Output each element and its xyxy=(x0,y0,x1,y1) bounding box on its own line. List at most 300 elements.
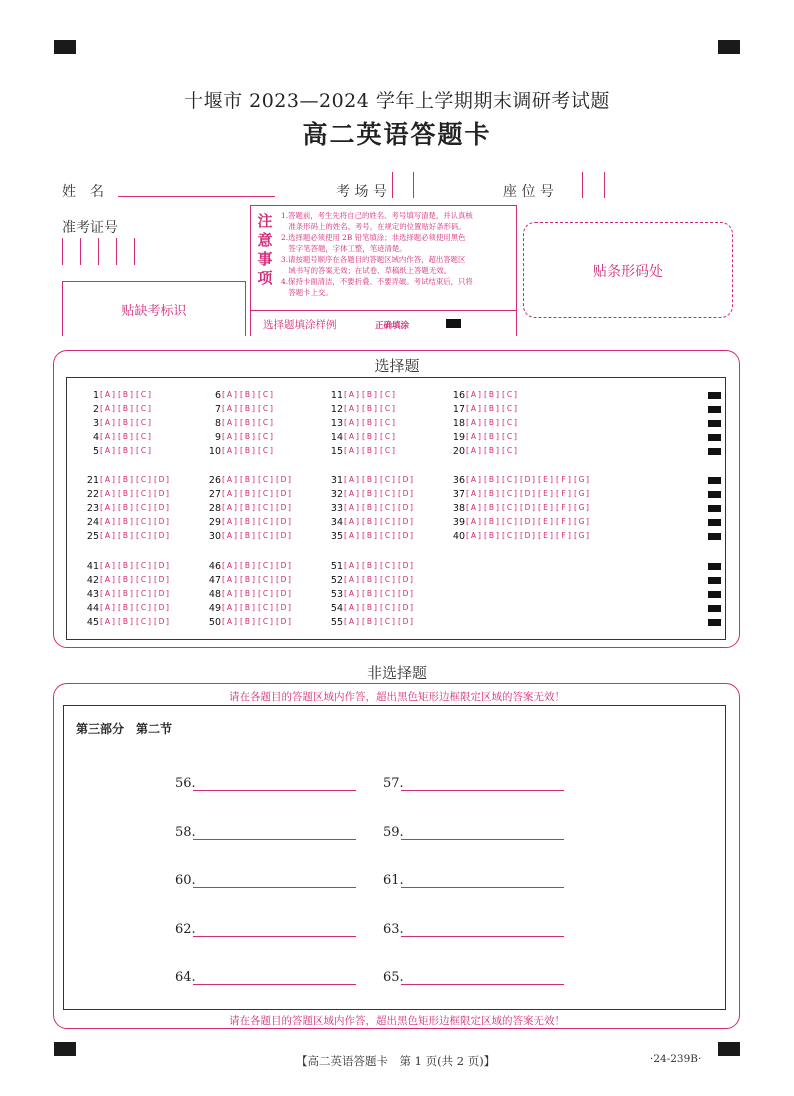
option-bubble[interactable]: [ D ] xyxy=(155,617,168,626)
option-bubble[interactable]: [ A ] xyxy=(467,475,480,484)
option-bubble[interactable]: [ A ] xyxy=(345,517,358,526)
option-bubble[interactable]: [ A ] xyxy=(223,390,236,399)
option-bubble[interactable]: [ C ] xyxy=(259,432,272,441)
question-21 xyxy=(84,475,173,487)
answer-blank[interactable] xyxy=(401,936,564,937)
option-bubble[interactable]: [ C ] xyxy=(503,517,516,526)
question-number: 37 xyxy=(452,489,465,500)
question-number: 47 xyxy=(208,575,221,586)
question-number: 35 xyxy=(330,531,343,542)
option-bubble[interactable]: [ C ] xyxy=(381,589,394,598)
question-5 xyxy=(84,446,155,458)
option-bubble[interactable]: [ A ] xyxy=(101,603,114,612)
option-bubble[interactable]: [ B ] xyxy=(363,390,376,399)
option-bubble[interactable]: [ D ] xyxy=(277,575,290,584)
option-bubble[interactable]: [ B ] xyxy=(241,603,254,612)
barcode-label: 贴条形码处 xyxy=(593,264,663,280)
option-bubble[interactable]: [ D ] xyxy=(399,489,412,498)
option-bubble[interactable]: [ D ] xyxy=(521,517,534,526)
option-bubble[interactable]: [ D ] xyxy=(155,561,168,570)
question-17 xyxy=(450,404,521,416)
option-bubble[interactable]: [ C ] xyxy=(137,517,150,526)
option-bubble[interactable]: [ D ] xyxy=(399,531,412,540)
fill-sample-row xyxy=(251,310,516,337)
option-bubble[interactable]: [ B ] xyxy=(241,531,254,540)
option-bubble[interactable]: [ B ] xyxy=(241,390,254,399)
option-bubble[interactable]: [ C ] xyxy=(381,432,394,441)
option-bubble[interactable]: [ B ] xyxy=(485,404,498,413)
option-bubble[interactable]: [ A ] xyxy=(467,432,480,441)
option-bubble[interactable]: [ B ] xyxy=(485,503,498,512)
question-number: 30 xyxy=(208,531,221,542)
question-number: 18 xyxy=(452,418,465,429)
option-bubble[interactable]: [ D ] xyxy=(155,575,168,584)
option-bubble[interactable]: [ D ] xyxy=(399,503,412,512)
option-bubble[interactable]: [ C ] xyxy=(381,446,394,455)
name-field[interactable] xyxy=(118,196,275,197)
option-bubble[interactable]: [ G ] xyxy=(575,531,588,540)
option-bubble[interactable]: [ C ] xyxy=(259,575,272,584)
option-bubble[interactable]: [ A ] xyxy=(101,446,114,455)
option-bubble[interactable]: [ A ] xyxy=(223,475,236,484)
option-bubble[interactable]: [ B ] xyxy=(241,517,254,526)
option-bubble[interactable]: [ C ] xyxy=(137,475,150,484)
blank-number: 60. xyxy=(175,873,196,888)
blank-number: 63. xyxy=(383,921,404,937)
option-bubble[interactable]: [ D ] xyxy=(399,589,412,598)
option-bubble[interactable]: [ A ] xyxy=(467,418,480,427)
option-bubble[interactable]: [ B ] xyxy=(119,603,132,612)
question-number: 46 xyxy=(208,561,221,572)
nonchoice-answer-area xyxy=(63,705,726,1010)
option-bubble[interactable]: [ B ] xyxy=(119,475,132,484)
option-bubble[interactable]: [ C ] xyxy=(503,432,516,441)
option-bubble[interactable]: [ B ] xyxy=(119,418,132,427)
option-bubble[interactable]: [ D ] xyxy=(155,475,168,484)
seat-label: 座 位 号 xyxy=(503,184,554,200)
option-bubble[interactable]: [ A ] xyxy=(223,517,236,526)
answer-blank[interactable] xyxy=(193,839,356,840)
question-number: 27 xyxy=(208,489,221,500)
option-bubble[interactable]: [ A ] xyxy=(345,475,358,484)
question-number: 49 xyxy=(208,603,221,614)
option-bubble[interactable]: [ C ] xyxy=(381,404,394,413)
question-41 xyxy=(84,561,173,573)
option-bubble[interactable]: [ A ] xyxy=(101,432,114,441)
option-bubble[interactable]: [ F ] xyxy=(557,517,570,526)
option-bubble[interactable]: [ A ] xyxy=(467,404,480,413)
option-bubble[interactable]: [ B ] xyxy=(485,446,498,455)
option-bubble[interactable]: [ A ] xyxy=(345,432,358,441)
exam-title: 十堰市 2023—2024 学年上学期期末调研考试题 xyxy=(184,90,610,112)
option-bubble[interactable]: [ A ] xyxy=(345,404,358,413)
option-bubble[interactable]: [ A ] xyxy=(345,561,358,570)
blank-number: 64. xyxy=(175,970,196,985)
option-bubble[interactable]: [ D ] xyxy=(277,531,290,540)
option-bubble[interactable]: [ D ] xyxy=(521,531,534,540)
option-bubble[interactable]: [ B ] xyxy=(485,390,498,399)
option-bubble[interactable]: [ D ] xyxy=(277,617,290,626)
answer-blank[interactable] xyxy=(401,887,564,888)
choice-section-title: 选择题 xyxy=(374,357,420,375)
option-bubble[interactable]: [ A ] xyxy=(223,561,236,570)
question-2 xyxy=(84,404,155,416)
option-bubble[interactable]: [ A ] xyxy=(101,589,114,598)
option-bubble[interactable]: [ B ] xyxy=(119,561,132,570)
option-bubble[interactable]: [ A ] xyxy=(345,531,358,540)
option-bubble[interactable]: [ G ] xyxy=(575,475,588,484)
option-bubble[interactable]: [ A ] xyxy=(345,390,358,399)
question-31 xyxy=(328,475,417,487)
option-bubble[interactable]: [ E ] xyxy=(539,475,552,484)
option-bubble[interactable]: [ B ] xyxy=(241,475,254,484)
option-bubble[interactable]: [ C ] xyxy=(259,561,272,570)
option-bubble[interactable]: [ C ] xyxy=(259,390,272,399)
question-number: 6 xyxy=(214,390,221,401)
option-bubble[interactable]: [ B ] xyxy=(241,418,254,427)
option-bubble[interactable]: [ C ] xyxy=(503,404,516,413)
option-bubble[interactable]: [ A ] xyxy=(467,517,480,526)
option-bubble[interactable]: [ D ] xyxy=(155,489,168,498)
option-bubble[interactable]: [ C ] xyxy=(259,446,272,455)
question-number: 52 xyxy=(330,575,343,586)
option-bubble[interactable]: [ D ] xyxy=(155,589,168,598)
option-bubble[interactable]: [ D ] xyxy=(277,503,290,512)
question-number: 3 xyxy=(92,418,99,429)
option-bubble[interactable]: [ B ] xyxy=(241,561,254,570)
option-bubble[interactable]: [ C ] xyxy=(137,617,150,626)
option-bubble[interactable]: [ B ] xyxy=(241,503,254,512)
option-bubble[interactable]: [ G ] xyxy=(575,489,588,498)
option-bubble[interactable]: [ C ] xyxy=(137,589,150,598)
option-bubble[interactable]: [ C ] xyxy=(381,475,394,484)
question-number: 55 xyxy=(330,617,343,628)
question-1 xyxy=(84,390,155,402)
question-number: 7 xyxy=(214,404,221,415)
option-bubble[interactable]: [ B ] xyxy=(119,432,132,441)
timing-mark xyxy=(708,477,721,484)
option-bubble[interactable]: [ B ] xyxy=(119,617,132,626)
option-bubble[interactable]: [ B ] xyxy=(363,446,376,455)
option-bubble[interactable]: [ B ] xyxy=(119,531,132,540)
option-bubble[interactable]: [ B ] xyxy=(363,418,376,427)
option-bubble[interactable]: [ C ] xyxy=(259,404,272,413)
question-39 xyxy=(450,517,593,529)
question-number: 40 xyxy=(452,531,465,542)
question-43 xyxy=(84,589,173,601)
option-bubble[interactable]: [ D ] xyxy=(277,475,290,484)
question-9 xyxy=(206,432,277,444)
option-bubble[interactable]: [ D ] xyxy=(277,603,290,612)
option-bubble[interactable]: [ C ] xyxy=(381,617,394,626)
option-bubble[interactable]: [ A ] xyxy=(101,475,114,484)
option-bubble[interactable]: [ A ] xyxy=(223,575,236,584)
option-bubble[interactable]: [ A ] xyxy=(101,489,114,498)
option-bubble[interactable]: [ B ] xyxy=(119,589,132,598)
correct-fill-label: 正确填涂 xyxy=(375,321,410,331)
option-bubble[interactable]: [ A ] xyxy=(223,603,236,612)
option-bubble[interactable]: [ B ] xyxy=(363,589,376,598)
option-bubble[interactable]: [ C ] xyxy=(503,390,516,399)
option-bubble[interactable]: [ C ] xyxy=(259,418,272,427)
option-bubble[interactable]: [ B ] xyxy=(119,489,132,498)
option-bubble[interactable]: [ A ] xyxy=(345,503,358,512)
option-bubble[interactable]: [ C ] xyxy=(381,489,394,498)
question-number: 45 xyxy=(86,617,99,628)
option-bubble[interactable]: [ B ] xyxy=(241,575,254,584)
option-bubble[interactable]: [ D ] xyxy=(399,561,412,570)
option-bubble[interactable]: [ D ] xyxy=(521,475,534,484)
registration-mark xyxy=(718,1042,740,1056)
option-bubble[interactable]: [ C ] xyxy=(503,489,516,498)
option-bubble[interactable]: [ C ] xyxy=(137,432,150,441)
option-bubble[interactable]: [ A ] xyxy=(101,531,114,540)
option-bubble[interactable]: [ C ] xyxy=(259,489,272,498)
option-bubble[interactable]: [ D ] xyxy=(399,517,412,526)
question-51 xyxy=(328,561,417,573)
option-bubble[interactable]: [ C ] xyxy=(137,503,150,512)
question-28 xyxy=(206,503,295,515)
option-bubble[interactable]: [ A ] xyxy=(101,517,114,526)
option-bubble[interactable]: [ E ] xyxy=(539,489,552,498)
option-bubble[interactable]: [ B ] xyxy=(119,446,132,455)
option-bubble[interactable]: [ E ] xyxy=(539,503,552,512)
option-bubble[interactable]: [ A ] xyxy=(223,489,236,498)
option-bubble[interactable]: [ B ] xyxy=(363,475,376,484)
option-bubble[interactable]: [ B ] xyxy=(485,531,498,540)
option-bubble[interactable]: [ A ] xyxy=(101,503,114,512)
option-bubble[interactable]: [ C ] xyxy=(381,531,394,540)
option-bubble[interactable]: [ A ] xyxy=(345,589,358,598)
option-bubble[interactable]: [ C ] xyxy=(259,589,272,598)
option-bubble[interactable]: [ B ] xyxy=(241,617,254,626)
option-bubble[interactable]: [ D ] xyxy=(399,575,412,584)
option-bubble[interactable]: [ F ] xyxy=(557,489,570,498)
option-bubble[interactable]: [ A ] xyxy=(345,575,358,584)
option-bubble[interactable]: [ B ] xyxy=(241,432,254,441)
option-bubble[interactable]: [ C ] xyxy=(503,503,516,512)
question-3 xyxy=(84,418,155,430)
option-bubble[interactable]: [ B ] xyxy=(241,489,254,498)
option-bubble[interactable]: [ A ] xyxy=(101,575,114,584)
option-bubble[interactable]: [ C ] xyxy=(259,475,272,484)
option-bubble[interactable]: [ C ] xyxy=(137,404,150,413)
option-bubble[interactable]: [ C ] xyxy=(259,603,272,612)
option-bubble[interactable]: [ B ] xyxy=(241,404,254,413)
option-bubble[interactable]: [ A ] xyxy=(345,489,358,498)
option-bubble[interactable]: [ A ] xyxy=(101,390,114,399)
option-bubble[interactable]: [ D ] xyxy=(399,617,412,626)
barcode-area xyxy=(523,222,733,318)
timing-mark xyxy=(708,577,721,584)
absence-mark-box xyxy=(62,281,246,336)
option-bubble[interactable]: [ A ] xyxy=(467,390,480,399)
option-bubble[interactable]: [ C ] xyxy=(381,418,394,427)
option-bubble[interactable]: [ B ] xyxy=(363,432,376,441)
option-bubble[interactable]: [ C ] xyxy=(381,561,394,570)
question-16 xyxy=(450,390,521,402)
option-bubble[interactable]: [ B ] xyxy=(485,517,498,526)
option-bubble[interactable]: [ B ] xyxy=(119,575,132,584)
option-bubble[interactable]: [ C ] xyxy=(381,603,394,612)
option-bubble[interactable]: [ D ] xyxy=(155,603,168,612)
option-bubble[interactable]: [ D ] xyxy=(155,517,168,526)
option-bubble[interactable]: [ C ] xyxy=(503,531,516,540)
blank-number: 58. xyxy=(175,824,196,840)
option-bubble[interactable]: [ A ] xyxy=(101,561,114,570)
option-bubble[interactable]: [ B ] xyxy=(119,404,132,413)
option-bubble[interactable]: [ C ] xyxy=(137,489,150,498)
option-bubble[interactable]: [ D ] xyxy=(277,589,290,598)
option-bubble[interactable]: [ B ] xyxy=(485,489,498,498)
option-bubble[interactable]: [ E ] xyxy=(539,517,552,526)
option-bubble[interactable]: [ C ] xyxy=(137,561,150,570)
option-bubble[interactable]: [ A ] xyxy=(345,418,358,427)
option-bubble[interactable]: [ C ] xyxy=(259,503,272,512)
option-bubble[interactable]: [ A ] xyxy=(223,503,236,512)
option-bubble[interactable]: [ C ] xyxy=(137,390,150,399)
timing-mark xyxy=(708,519,721,526)
option-bubble[interactable]: [ C ] xyxy=(503,475,516,484)
option-bubble[interactable]: [ B ] xyxy=(485,475,498,484)
question-number: 15 xyxy=(330,446,343,457)
question-20 xyxy=(450,446,521,458)
option-bubble[interactable]: [ A ] xyxy=(345,617,358,626)
timing-mark xyxy=(708,491,721,498)
option-bubble[interactable]: [ B ] xyxy=(119,390,132,399)
option-bubble[interactable]: [ F ] xyxy=(557,475,570,484)
option-bubble[interactable]: [ D ] xyxy=(277,561,290,570)
name-label: 姓 名 xyxy=(62,184,104,200)
option-bubble[interactable]: [ D ] xyxy=(155,503,168,512)
option-bubble[interactable]: [ C ] xyxy=(381,575,394,584)
question-32 xyxy=(328,489,417,501)
option-bubble[interactable]: [ B ] xyxy=(363,404,376,413)
option-bubble[interactable]: [ A ] xyxy=(223,446,236,455)
question-22 xyxy=(84,489,173,501)
option-bubble[interactable]: [ D ] xyxy=(521,489,534,498)
option-bubble[interactable]: [ C ] xyxy=(259,531,272,540)
blank-number: 57. xyxy=(383,776,404,791)
option-bubble[interactable]: [ G ] xyxy=(575,503,588,512)
option-bubble[interactable]: [ A ] xyxy=(101,404,114,413)
option-bubble[interactable]: [ B ] xyxy=(485,432,498,441)
option-bubble[interactable]: [ A ] xyxy=(223,404,236,413)
option-bubble[interactable]: [ F ] xyxy=(557,531,570,540)
answer-blank[interactable] xyxy=(401,790,564,791)
answer-blank[interactable] xyxy=(193,984,356,985)
option-bubble[interactable]: [ A ] xyxy=(101,617,114,626)
option-bubble[interactable]: [ B ] xyxy=(363,603,376,612)
option-bubble[interactable]: [ A ] xyxy=(345,446,358,455)
option-bubble[interactable]: [ C ] xyxy=(381,517,394,526)
question-47 xyxy=(206,575,295,587)
answer-blank[interactable] xyxy=(193,887,356,888)
blank-number: 61. xyxy=(383,873,404,888)
option-bubble[interactable]: [ A ] xyxy=(467,446,480,455)
option-bubble[interactable]: [ B ] xyxy=(485,418,498,427)
option-bubble[interactable]: [ C ] xyxy=(137,603,150,612)
option-bubble[interactable]: [ A ] xyxy=(345,603,358,612)
timing-mark xyxy=(708,605,721,612)
option-bubble[interactable]: [ A ] xyxy=(223,432,236,441)
question-number: 41 xyxy=(86,561,99,572)
option-bubble[interactable]: [ D ] xyxy=(399,603,412,612)
option-bubble[interactable]: [ B ] xyxy=(363,561,376,570)
option-bubble[interactable]: [ C ] xyxy=(137,531,150,540)
option-bubble[interactable]: [ B ] xyxy=(241,589,254,598)
option-bubble[interactable]: [ G ] xyxy=(575,517,588,526)
question-number: 22 xyxy=(86,489,99,500)
option-bubble[interactable]: [ B ] xyxy=(363,617,376,626)
option-bubble[interactable]: [ A ] xyxy=(223,531,236,540)
option-bubble[interactable]: [ B ] xyxy=(363,575,376,584)
question-46 xyxy=(206,561,295,573)
question-40 xyxy=(450,531,593,543)
option-bubble[interactable]: [ C ] xyxy=(259,617,272,626)
answer-blank[interactable] xyxy=(401,839,564,840)
option-bubble[interactable]: [ C ] xyxy=(137,418,150,427)
timing-mark xyxy=(708,533,721,540)
question-number: 25 xyxy=(86,531,99,542)
option-bubble[interactable]: [ C ] xyxy=(137,575,150,584)
option-bubble[interactable]: [ C ] xyxy=(503,418,516,427)
option-bubble[interactable]: [ A ] xyxy=(467,489,480,498)
option-bubble[interactable]: [ B ] xyxy=(363,531,376,540)
option-bubble[interactable]: [ B ] xyxy=(363,503,376,512)
option-bubble[interactable]: [ B ] xyxy=(119,503,132,512)
option-bubble[interactable]: [ B ] xyxy=(119,517,132,526)
option-bubble[interactable]: [ C ] xyxy=(503,446,516,455)
question-number: 28 xyxy=(208,503,221,514)
correct-fill-swatch xyxy=(446,319,461,328)
blank-number: 65. xyxy=(383,970,404,985)
question-number: 31 xyxy=(330,475,343,486)
option-bubble[interactable]: [ A ] xyxy=(223,617,236,626)
option-bubble[interactable]: [ A ] xyxy=(467,531,480,540)
timing-mark xyxy=(708,591,721,598)
answer-blank[interactable] xyxy=(193,936,356,937)
option-bubble[interactable]: [ D ] xyxy=(399,475,412,484)
option-bubble[interactable]: [ C ] xyxy=(381,503,394,512)
question-37 xyxy=(450,489,593,501)
option-bubble[interactable]: [ D ] xyxy=(277,517,290,526)
option-bubble[interactable]: [ C ] xyxy=(259,517,272,526)
question-36 xyxy=(450,475,593,487)
question-50 xyxy=(206,617,295,629)
option-bubble[interactable]: [ A ] xyxy=(101,418,114,427)
option-bubble[interactable]: [ D ] xyxy=(277,489,290,498)
answer-blank[interactable] xyxy=(193,790,356,791)
question-54 xyxy=(328,603,417,615)
option-bubble[interactable]: [ B ] xyxy=(241,446,254,455)
answer-blank[interactable] xyxy=(401,984,564,985)
option-bubble[interactable]: [ B ] xyxy=(363,489,376,498)
option-bubble[interactable]: [ E ] xyxy=(539,531,552,540)
question-7 xyxy=(206,404,277,416)
option-bubble[interactable]: [ F ] xyxy=(557,503,570,512)
option-bubble[interactable]: [ B ] xyxy=(363,517,376,526)
question-13 xyxy=(328,418,399,430)
option-bubble[interactable]: [ C ] xyxy=(137,446,150,455)
option-bubble[interactable]: [ C ] xyxy=(381,390,394,399)
option-bubble[interactable]: [ D ] xyxy=(155,531,168,540)
option-bubble[interactable]: [ D ] xyxy=(521,503,534,512)
registration-mark xyxy=(54,40,76,54)
option-bubble[interactable]: [ A ] xyxy=(467,503,480,512)
option-bubble[interactable]: [ A ] xyxy=(223,589,236,598)
option-bubble[interactable]: [ A ] xyxy=(223,418,236,427)
